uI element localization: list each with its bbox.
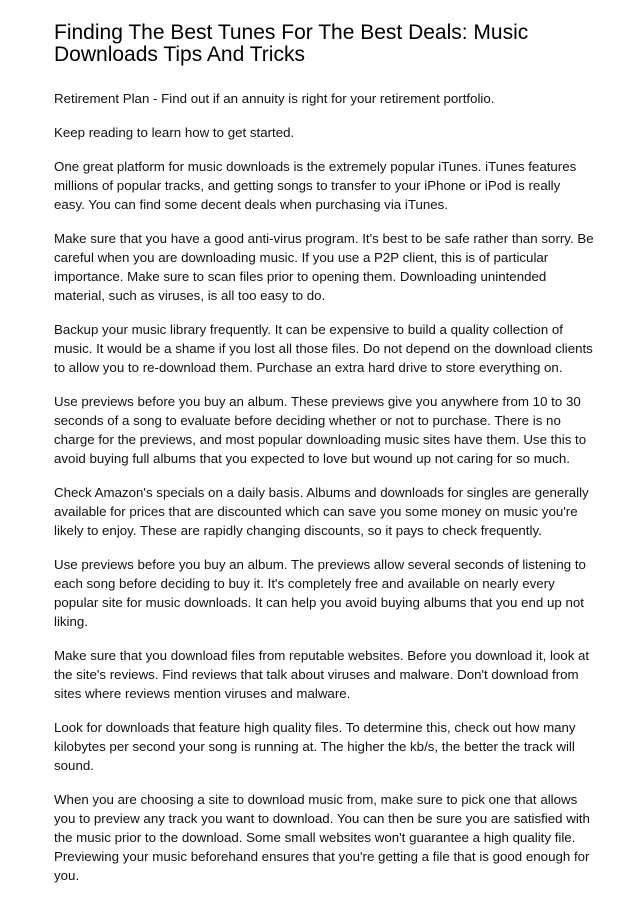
paragraph-backup: Backup your music library frequently. It can be expensive to build a quality collection of music. It would be a shame if you lost all those files. Do not depend on the download clients to allow you to re-download them. Purchase an extra hard drive to store everything on. [54,322,593,375]
paragraph-retirement-plan: Retirement Plan - Find out if an annuity is right for your retirement portfolio. [54,91,495,106]
paragraph-preview-sites: When you are choosing a site to download music from, make sure to pick one that allows you to preview any track you want to download. You can then be sure you are satisfied with the music prior to the download. Some small websites won't guarantee a high quality file. Previewing your music beforehand ensures that you're getting a file that is good enough for you. [54,792,590,883]
paragraph-anti-virus: Make sure that you have a good anti-virus program. It's best to be safe rather than sorry. Be careful when you are downloading music. If you use a P2P client, this is of particular importance. Make sure to scan files prior to opening them. Downloading unintended material, such as viruses, is all too easy to do. [54,231,594,303]
paragraph-intro: Keep reading to learn how to get started. [54,125,295,140]
paragraph-previews: Use previews before you buy an album. These previews give you anywhere from 10 to 30 seconds of a song to evaluate before deciding whether or not to purchase. There is no charge for the previews, and most popular downloading music sites have them. Use this to avoid buying full albums that you expected to love but wound up not caring for so much. [54,394,587,466]
paragraph-quality-files: Look for downloads that feature high quality files. To determine this, check out how many kilobytes per second your song is running at. The higher the kb/s, the better the track will sound. [54,720,576,773]
paragraph-reputable-sites: Make sure that you download files from reputable websites. Before you download it, look at the site's reviews. Find reviews that talk about viruses and malware. Don't download from sites where reviews mention viruses and malware. [54,648,590,701]
document-page [54,22,594,900]
paragraph-previews-2: Use previews before you buy an album. The previews allow several seconds of listening to each song before deciding to buy it. It's completely free and available on nearly every popular site for music downloads. It can help you avoid buying albums that you end up not liking. [54,557,586,629]
document-title: Finding The Best Tunes For The Best Deals: Music Downloads Tips And Tricks [54,21,529,66]
paragraph-itunes: One great platform for music downloads is the extremely popular iTunes. iTunes features millions of popular tracks, and getting songs to transfer to your iPhone or iPod is really easy. You can find some decent deals when purchasing via iTunes. [54,159,577,212]
paragraph-amazon: Check Amazon's specials on a daily basis. Albums and downloads for singles are generally available for prices that are discounted which can save you some money on music you're likely to enjoy. These are rapidly changing discounts, so it pays to check frequently. [54,485,589,538]
document-body [54,89,594,885]
